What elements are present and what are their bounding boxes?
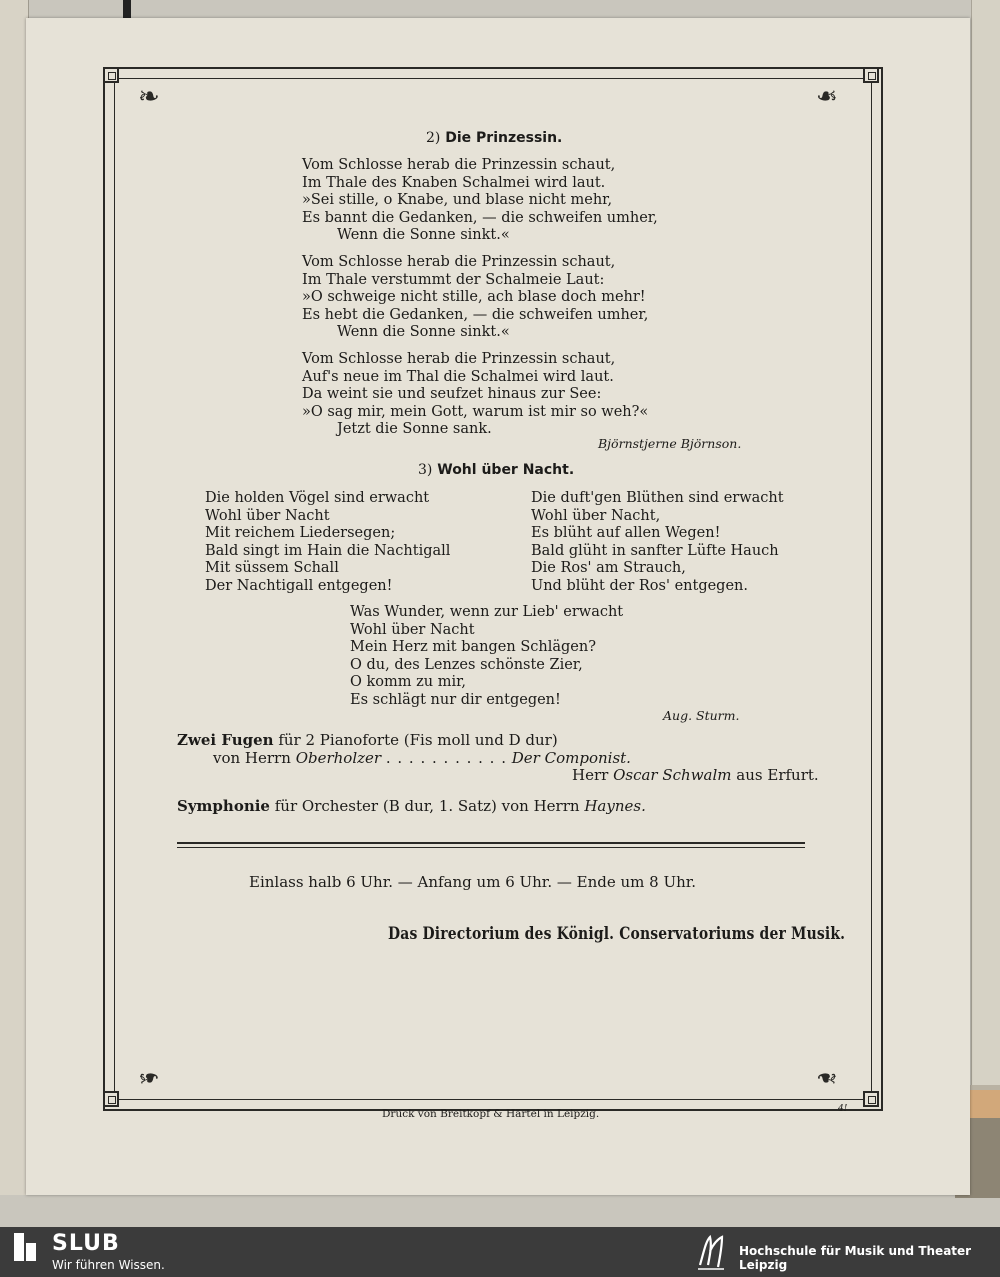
poem-line: Wohl über Nacht [350, 621, 475, 638]
signature-line: Das Directorium des Königl. Conservatoriums der Musik. [388, 924, 846, 944]
poem-line: Und blüht der Ros' entgegen. [531, 577, 748, 594]
divider-rule [177, 842, 805, 844]
poem-line: Die holden Vögel sind erwacht [205, 490, 430, 506]
program-performer: Oscar Schwalm [613, 766, 732, 784]
poem-line: »O schweige nicht stille, ach blase doch mehr! [302, 289, 646, 305]
poem-line: O komm zu mir, [350, 674, 467, 690]
poem-line: Mit süssem Schall [205, 560, 339, 576]
poem-line: Bald glüht in sanfter Lüfte Hauch [531, 542, 779, 559]
program-piece-title: Zwei Fugen [177, 731, 274, 749]
program-performer-line [213, 749, 631, 767]
poem-author: Aug. Sturm. [663, 708, 740, 723]
poem-line: Wenn die Sonne sinkt.« [337, 324, 510, 340]
poem-line: Bald singt im Hain die Nachtigall [205, 542, 451, 559]
program-entry-fugen [177, 731, 558, 749]
poem-title-text: Wohl über Nacht. [437, 462, 575, 478]
program-entry-symphonie [177, 797, 646, 815]
corner-ornament-top-right [863, 67, 879, 83]
poem-column-right [531, 490, 784, 595]
corner-ornament-top-left [103, 67, 119, 83]
scroll-ornament-icon: ❧ [138, 82, 160, 112]
scroll-ornament-icon: ❧ [816, 82, 838, 112]
page-mark: 4! [838, 1104, 848, 1114]
poem-line: Es schlägt nur dir entgegen! [350, 691, 561, 708]
poem-line: Die Ros' am Strauch, [531, 560, 686, 576]
program-performer: Oberholzer [295, 749, 382, 767]
corner-ornament-bottom-left [103, 1091, 119, 1107]
poem-final-stanza [350, 604, 623, 709]
poem-line: Jetzt die Sonne sank. [337, 421, 492, 437]
poem-title [426, 130, 562, 146]
poem-line: Im Thale des Knaben Schalmei wird laut. [302, 174, 606, 191]
program-piece-desc: für Orchester (B dur, 1. Satz) von Herrn [274, 797, 580, 815]
poem-line: Mit reichem Liedersegen; [205, 525, 396, 541]
program-performer: Haynes. [584, 797, 646, 815]
poem-title [418, 462, 574, 478]
printer-credit: Druck von Breitkopf & Härtel in Leipzig. [382, 1108, 600, 1120]
event-times: Einlass halb 6 Uhr. — Anfang um 6 Uhr. — Ende um 8 Uhr. [249, 873, 697, 891]
program-dots: . . . . . . . . . . . [385, 749, 507, 767]
poem-line: Wohl über Nacht, [531, 507, 661, 524]
program-performer-line [572, 766, 819, 784]
underlying-page-left [0, 0, 29, 1195]
poem-number: 3) [418, 462, 433, 478]
poem-line: Vom Schlosse herab die Prinzessin schaut, [302, 351, 616, 367]
poem-line: O du, des Lenzes schönste Zier, [350, 656, 583, 673]
poem-line: Der Nachtigall entgegen! [205, 577, 393, 594]
divider-rule [177, 847, 805, 848]
poem-number: 2) [426, 130, 441, 146]
program-piece-desc: für 2 Pianoforte (Fis moll und D dur) [278, 731, 558, 749]
poem-line: »Sei stille, o Knabe, und blase nicht mehr, [302, 192, 613, 208]
viewer-footer-bar [0, 1227, 1000, 1277]
poem-author: Björnstjerne Björnson. [598, 436, 742, 451]
program-piece-title: Symphonie [177, 797, 270, 815]
poem-line: Mein Herz mit bangen Schlägen? [350, 639, 596, 655]
underlying-page-right [971, 0, 1000, 1085]
institution-name: Hochschule für Musik und Theater Leipzig [739, 1244, 972, 1272]
poem-line: Es hebt die Gedanken, — die schweifen umher, [302, 306, 649, 323]
poem-line: Es blüht auf allen Wegen! [531, 525, 721, 541]
poem-line: Die duft'gen Blüthen sind erwacht [531, 490, 784, 506]
poem-title-text: Die Prinzessin. [445, 130, 563, 146]
poem-line: »O sag mir, mein Gott, warum ist mir so weh?« [302, 403, 649, 420]
program-composer: Der Componist. [511, 749, 631, 767]
poem-line: Vom Schlosse herab die Prinzessin schaut, [302, 254, 616, 270]
poem-line: Wohl über Nacht [205, 507, 330, 524]
poem-line: Es bannt die Gedanken, — die schweifen umher, [302, 209, 658, 226]
poem-line: Im Thale verstummt der Schalmeie Laut: [302, 271, 605, 288]
poem-line: Da weint sie und seufzet hinaus zur See: [302, 386, 602, 402]
poem-line: Wenn die Sonne sinkt.« [337, 227, 510, 243]
poem-column-left [205, 490, 450, 595]
poem-line: Vom Schlosse herab die Prinzessin schaut, [302, 157, 616, 173]
scroll-ornament-icon: ❧ [138, 1062, 160, 1092]
program-origin: aus Erfurt. [736, 766, 819, 784]
hmt-logo-icon [694, 1231, 728, 1273]
poem-line: Was Wunder, wenn zur Lieb' erwacht [350, 604, 624, 620]
slub-brand: SLUB [52, 1231, 120, 1256]
slub-tagline: Wir führen Wissen. [52, 1258, 165, 1272]
corner-ornament-bottom-right [863, 1091, 879, 1107]
slub-logo-icon [14, 1233, 36, 1261]
poem-stanza [302, 351, 648, 439]
program-prefix: Herr [572, 766, 609, 784]
poem-stanza [302, 157, 658, 245]
poem-line: Auf's neue im Thal die Schalmei wird laut. [302, 368, 614, 385]
binding-rod [123, 0, 131, 20]
program-prefix: von Herrn [213, 749, 291, 767]
poem-stanza [302, 254, 648, 342]
scroll-ornament-icon: ❧ [816, 1062, 838, 1092]
